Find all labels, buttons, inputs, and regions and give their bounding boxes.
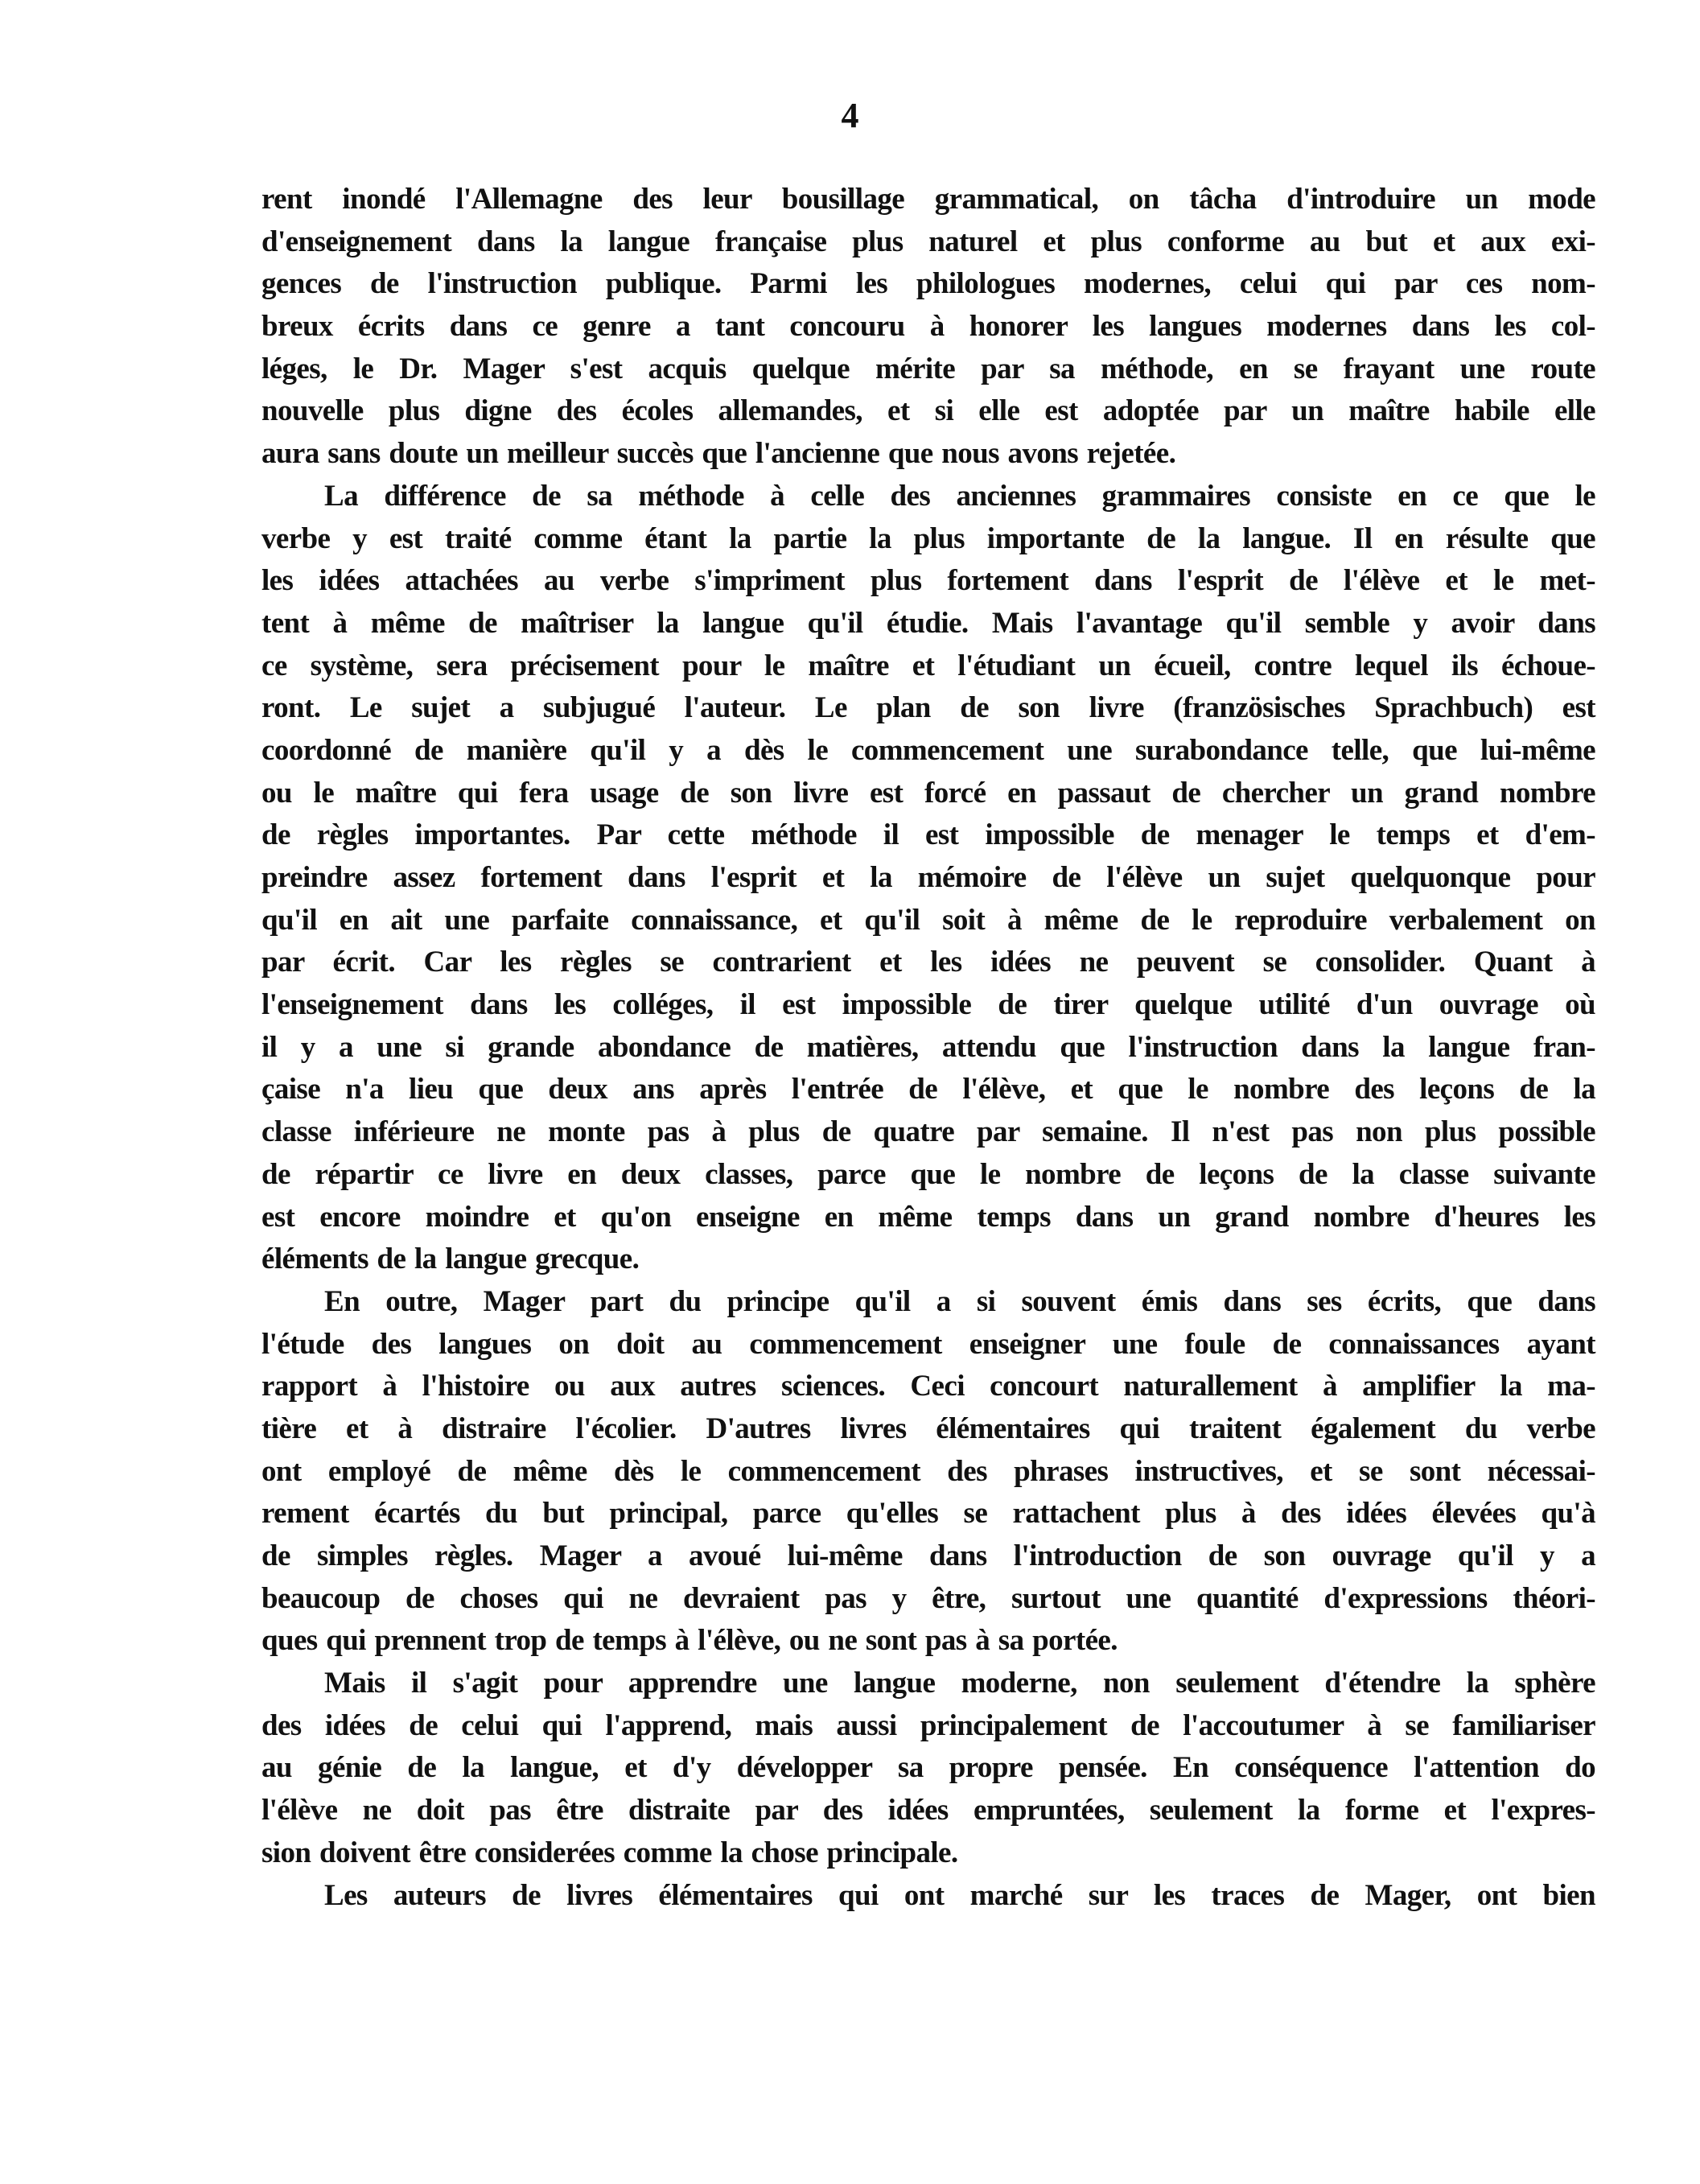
- text-line: preindre assez fortement dans l'esprit et la mémoire de l'élève un sujet quelquonque pour: [261, 861, 1595, 894]
- text-line: rement écartés du but principal, parce qu'elles se rattachent plus à des idées élevées qu'à: [261, 1497, 1595, 1531]
- text-line: de répartir ce livre en deux classes, parce que le nombre de leçons de la classe suivante: [261, 1157, 1595, 1191]
- body-text: [261, 179, 1595, 1917]
- text-line: l'élève ne doit pas être distraite par des idées empruntées, seulement la forme et l'expres-: [261, 1794, 1595, 1828]
- paragraph: [261, 1281, 1595, 1663]
- text-line: coordonné de manière qu'il y a dès le commencement une surabondance telle, que lui-même: [261, 733, 1595, 767]
- paragraph: [261, 476, 1595, 1281]
- text-line: ce système, sera précisement pour le maître et l'étudiant un écueil, contre lequel ils échoue-: [261, 649, 1595, 682]
- text-line: breux écrits dans ce genre a tant concouru à honorer les langues modernes dans les col-: [261, 310, 1595, 344]
- text-line: il y a une si grande abondance de matières, attendu que l'instruction dans la langue fran-: [261, 1030, 1595, 1064]
- text-line: de règles importantes. Par cette méthode il est impossible de menager le temps et d'em-: [261, 818, 1595, 852]
- text-line: léges, le Dr. Mager s'est acquis quelque mérite par sa méthode, en se frayant une route: [261, 352, 1595, 385]
- text-line: l'enseignement dans les colléges, il est impossible de tirer quelque utilité d'un ouvrage où: [261, 988, 1595, 1022]
- text-line: gences de l'instruction publique. Parmi les philologues modernes, celui qui par ces nom-: [261, 267, 1595, 301]
- text-line: çaise n'a lieu que deux ans après l'entrée de l'élève, et que le nombre des leçons de la: [261, 1073, 1595, 1106]
- text-line: les idées attachées au verbe s'impriment plus fortement dans l'esprit de l'élève et le met-: [261, 564, 1595, 598]
- text-line: par écrit. Car les règles se contrarient et les idées ne peuvent se consolider. Quant à: [261, 946, 1595, 979]
- text-line: l'étude des langues on doit au commencement enseigner une foule de connaissances ayant: [261, 1327, 1595, 1361]
- text-line: Les auteurs de livres élémentaires qui ont marché sur les traces de Mager, ont bien: [324, 1878, 1595, 1912]
- text-line: nouvelle plus digne des écoles allemandes, et si elle est adoptée par un maître habile elle: [261, 394, 1595, 428]
- text-line: qu'il en ait une parfaite connaissance, et qu'il soit à même de le reproduire verbalement on: [261, 903, 1595, 937]
- text-line: verbe y est traité comme étant la partie la plus importante de la langue. Il en résulte que: [261, 521, 1595, 555]
- text-line: est encore moindre et qu'on enseigne en même temps dans un grand nombre d'heures les: [261, 1200, 1595, 1234]
- paragraph: [261, 1875, 1595, 1918]
- text-line: ont employé de même dès le commencement des phrases instructives, et se sont nécessai-: [261, 1454, 1595, 1488]
- text-line: éléments de la langue grecque.: [261, 1242, 640, 1276]
- text-line: au génie de la langue, et d'y développer sa propre pensée. En conséquence l'attention do: [261, 1751, 1595, 1785]
- text-line: ques qui prennent trop de temps à l'élève, ou ne sont pas à sa portée.: [261, 1624, 1118, 1658]
- text-line: Mais il s'agit pour apprendre une langue moderne, non seulement d'étendre la sphère: [324, 1667, 1595, 1700]
- paragraph: [261, 179, 1595, 476]
- text-line: ou le maître qui fera usage de son livre est forcé en passaut de chercher un grand nombre: [261, 776, 1595, 810]
- text-line: beaucoup de choses qui ne devraient pas y être, surtout une quantité d'expressions théori-: [261, 1581, 1595, 1615]
- text-line: ront. Le sujet a subjugué l'auteur. Le plan de son livre (französisches Sprachbuch) est: [261, 691, 1595, 725]
- text-line: En outre, Mager part du principe qu'il a si souvent émis dans ses écrits, que dans: [324, 1284, 1595, 1318]
- text-line: de simples règles. Mager a avoué lui-même dans l'introduction de son ouvrage qu'il y a: [261, 1539, 1595, 1572]
- text-line: d'enseignement dans la langue française plus naturel et plus conforme au but et aux exi-: [261, 225, 1595, 258]
- text-line: rapport à l'histoire ou aux autres sciences. Ceci concourt naturallement à amplifier la ma-: [261, 1370, 1595, 1403]
- text-line: classe inférieure ne monte pas à plus de quatre par semaine. Il n'est pas non plus possible: [261, 1115, 1595, 1149]
- page-number: 4: [841, 96, 859, 135]
- paragraph: [261, 1663, 1595, 1874]
- text-line: tière et à distraire l'écolier. D'autres livres élémentaires qui traitent également du verbe: [261, 1411, 1595, 1445]
- text-line: tent à même de maîtriser la langue qu'il étudie. Mais l'avantage qu'il semble y avoir dans: [261, 606, 1595, 640]
- text-line: aura sans doute un meilleur succès que l'ancienne que nous avons rejetée.: [261, 437, 1176, 471]
- text-line: sion doivent être considerées comme la chose principale.: [261, 1836, 958, 1869]
- text-line: des idées de celui qui l'apprend, mais aussi principalement de l'accoutumer à se familiariser: [261, 1708, 1595, 1742]
- text-line: La différence de sa méthode à celle des anciennes grammaires consiste en ce que le: [324, 479, 1595, 513]
- text-line: rent inondé l'Allemagne des leur bousillage grammatical, on tâcha d'introduire un mode: [261, 183, 1595, 216]
